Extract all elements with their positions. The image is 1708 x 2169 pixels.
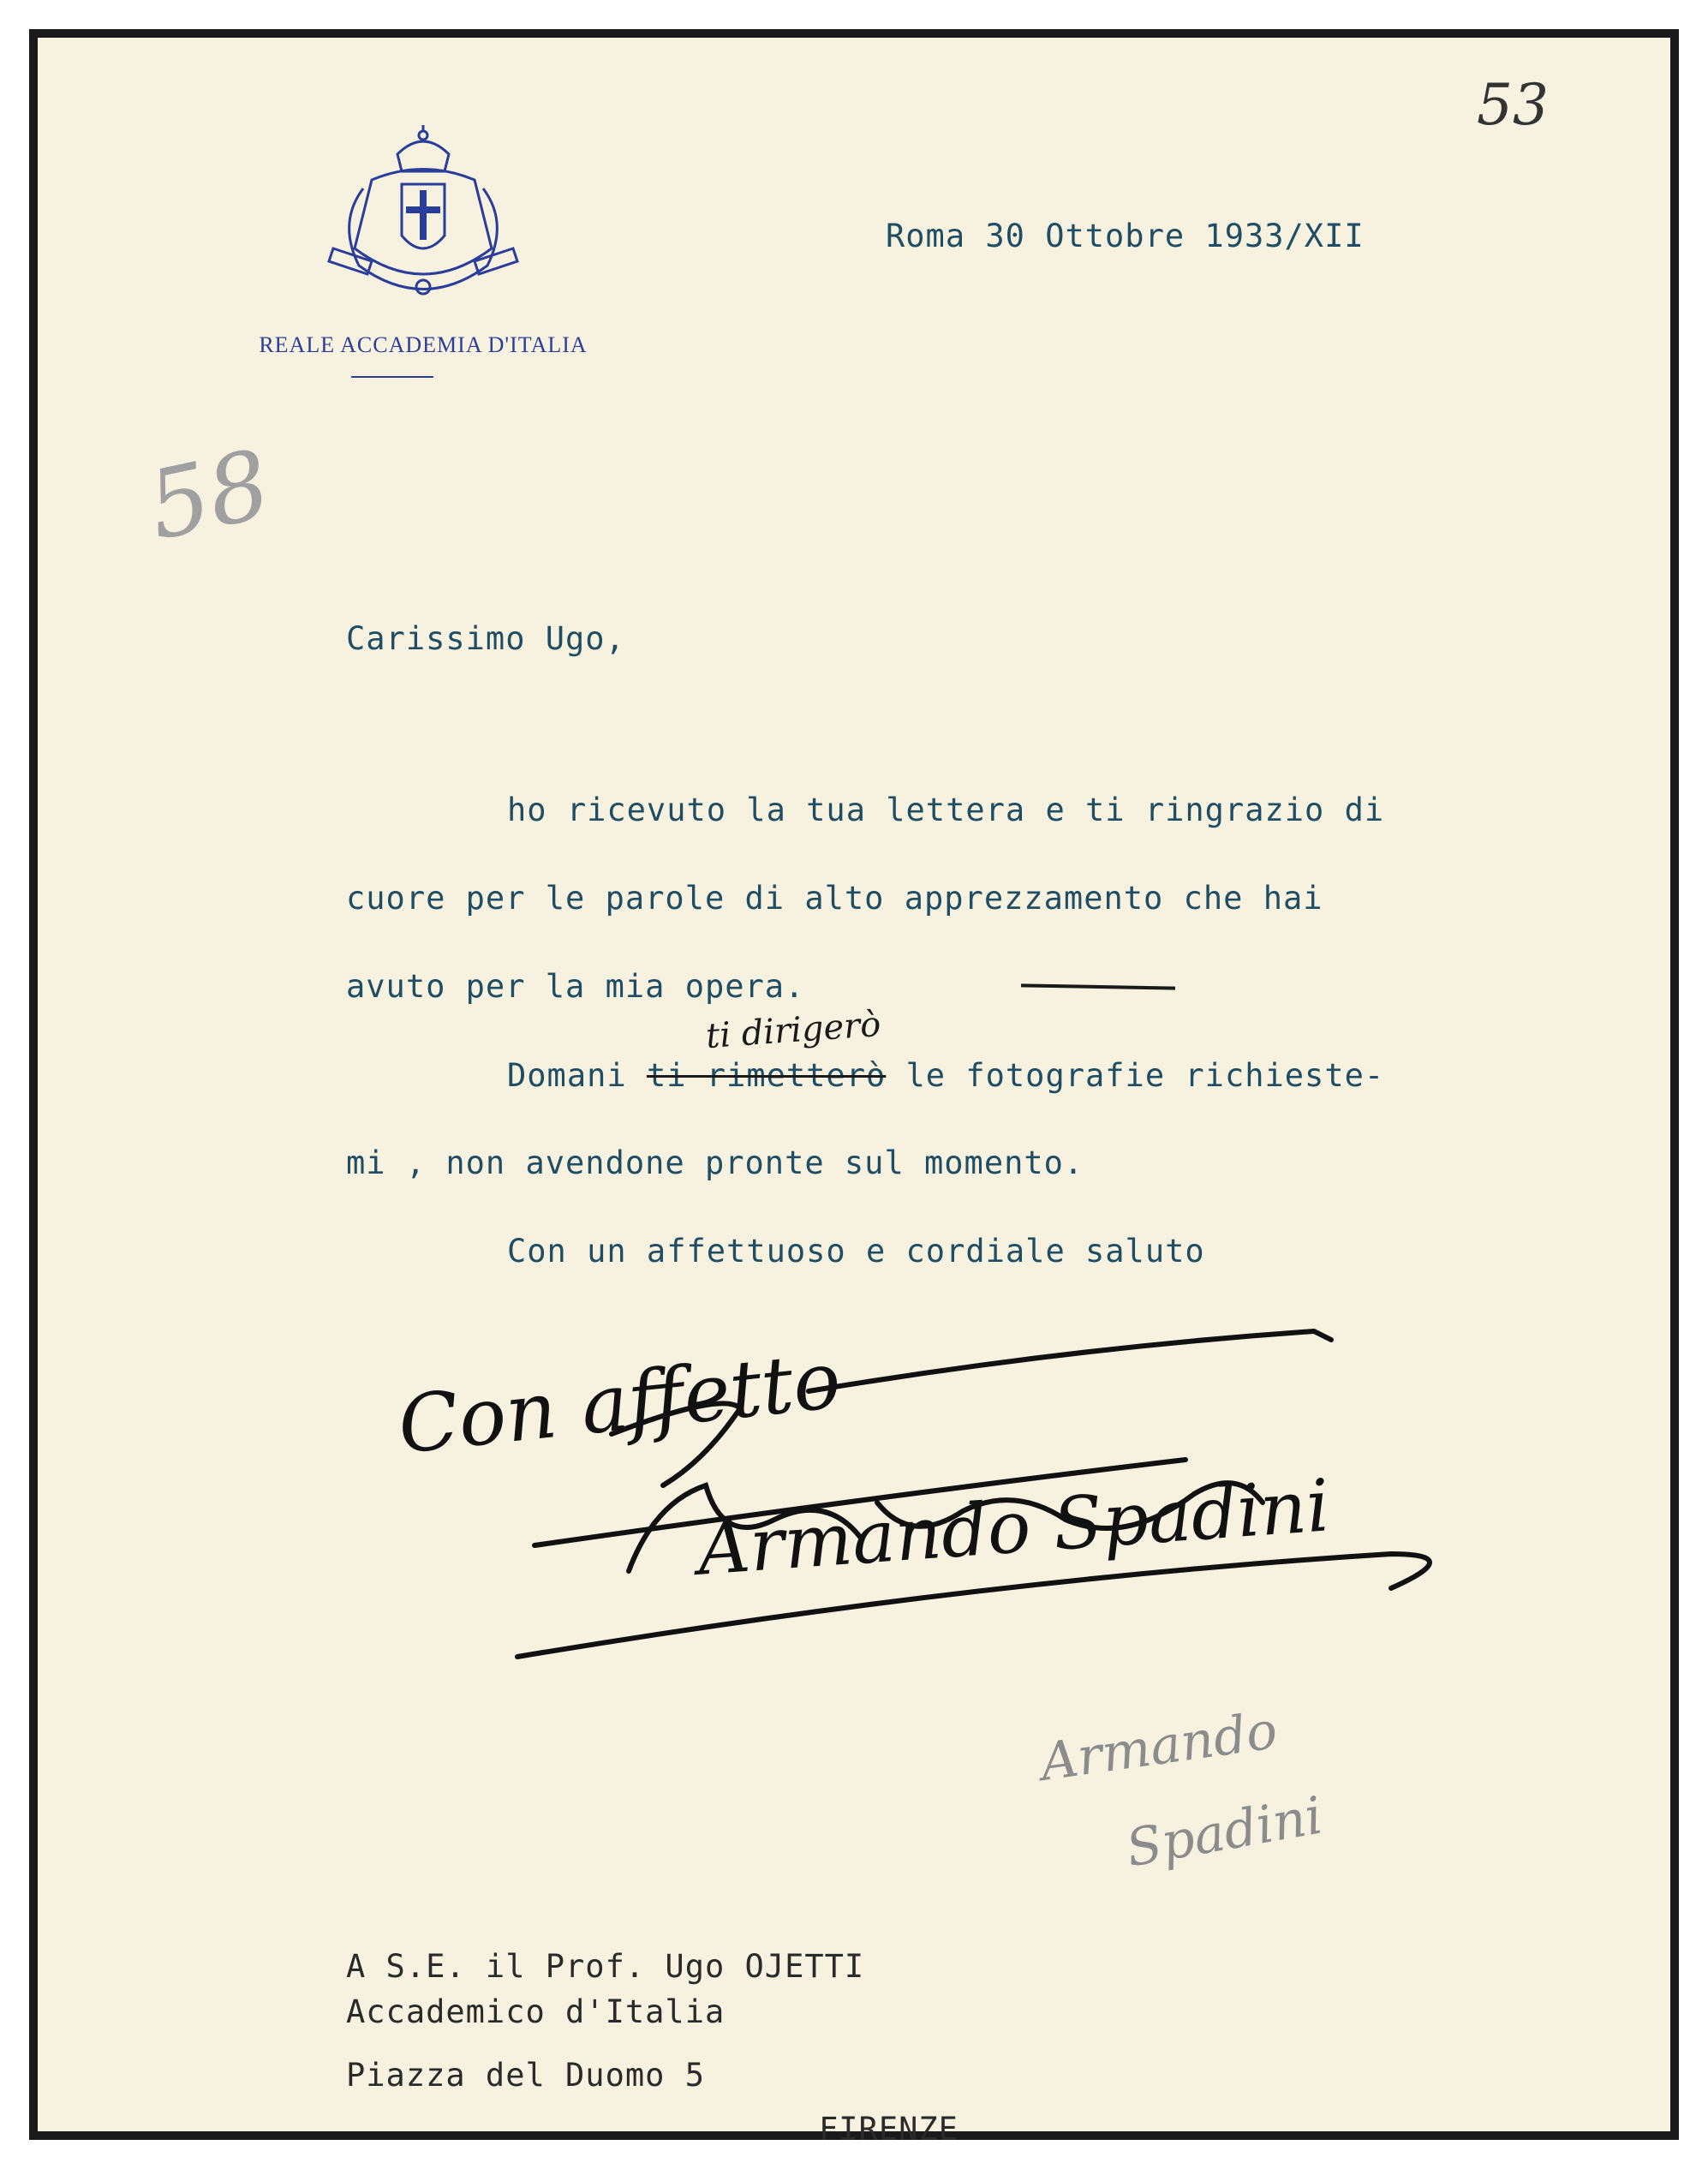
pencil-mark: 58 [139,428,279,562]
body-line-1: ho ricevuto la tua lettera e ti ringrazio di [507,792,1385,828]
address-line-2: Accademico d'Italia [346,1993,726,2030]
pencil-note-line-2: Spadini [1121,1785,1328,1879]
interlinear-correction: ti dirigerò [704,1004,882,1057]
date-line: Roma 30 Ottobre 1933/XII [886,218,1365,254]
body-line-4-end: le fotografie richieste- [886,1057,1385,1094]
pencil-note-line-1: Armando [1036,1700,1281,1793]
body-line-3: avuto per la mia opera. [346,968,805,1005]
body-line-4-start: Domani [507,1057,647,1094]
address-city: FIRENZE [819,2111,959,2148]
handwritten-dash [1021,983,1175,989]
institution-name: REALE ACCADEMIA D'ITALIA [259,332,588,357]
letterhead-divider [351,376,433,378]
struck-text: ti rimetterò [646,1057,887,1094]
body-line-4 [507,1057,1384,1094]
signature-name: Armando Spadini [695,1463,1333,1592]
body-line-6: Con un affettuoso e cordiale saluto [507,1233,1205,1270]
address-line-1: A S.E. il Prof. Ugo OJETTI [346,1948,865,1985]
body-line-5: mi , non avendone pronte sul momento. [346,1144,1084,1181]
body-line-2: cuore per le parole di alto apprezzamento che hai [346,880,1323,917]
salutation: Carissimo Ugo, [346,620,625,657]
address-line-3: Piazza del Duomo 5 [346,2057,705,2094]
crest-icon [320,120,526,317]
letter-sheet [29,29,1679,2148]
signature-closing: Con affetto [393,1334,845,1472]
folio-number: 53 [1477,72,1549,138]
